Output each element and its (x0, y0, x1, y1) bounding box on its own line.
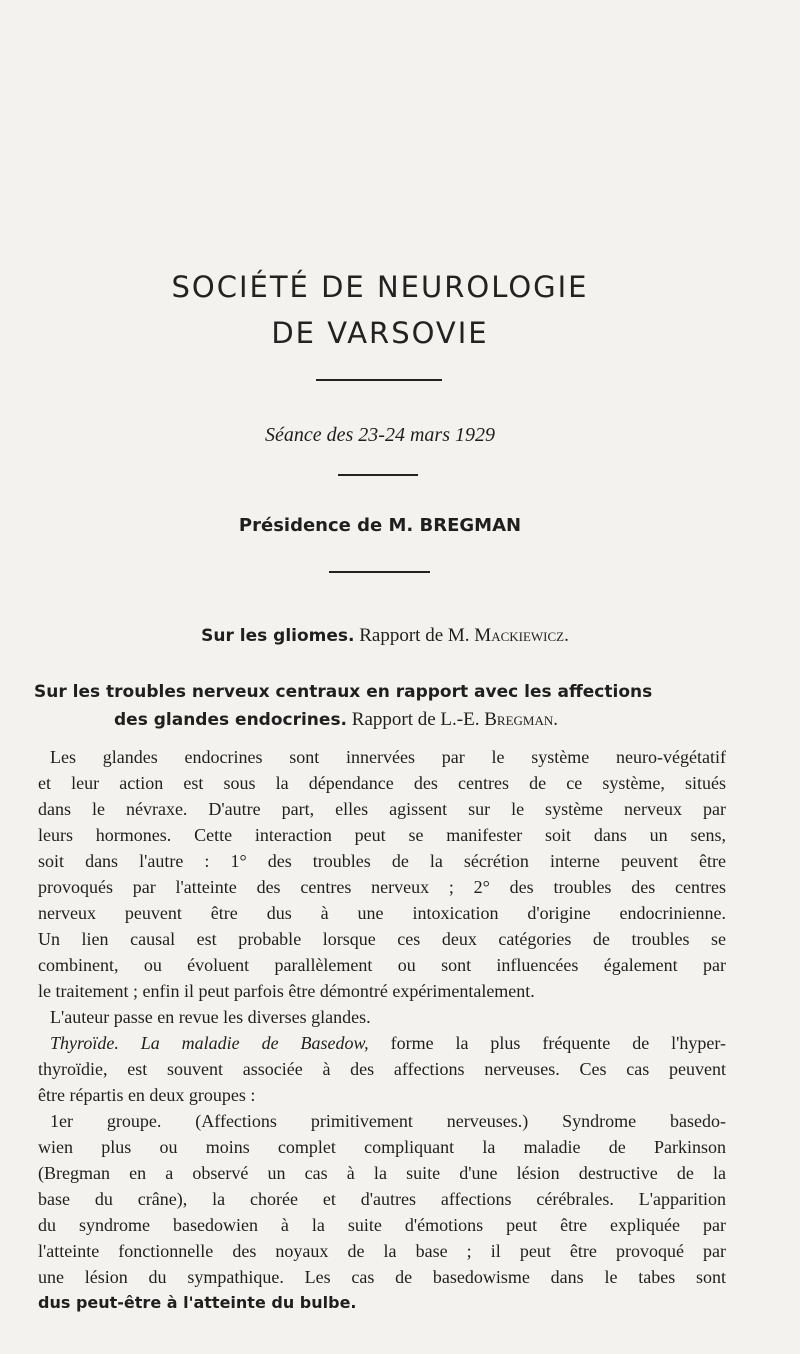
body-line-thyroide (38, 1030, 726, 1056)
thyroide-label: Thyroïde. La maladie de Basedow, (50, 1033, 369, 1053)
body-line: leurs hormones. Cette interaction peut se manifester soit dans un sens, (38, 825, 726, 845)
divider-rule (316, 379, 442, 381)
body-line: être répartis en deux groupes : (38, 1085, 256, 1105)
body-line: une lésion du sympathique. Les cas de basedowisme dans le tabes sont (38, 1267, 726, 1287)
body-line: L'auteur passe en revue les diverses glandes. (50, 1007, 371, 1027)
body-final-line: dus peut-être à l'atteinte du bulbe. (38, 1293, 357, 1312)
body-line: dans le névraxe. D'autre part, elles agissent sur le système nerveux par (38, 799, 726, 819)
body-line: base du crâne), la chorée et d'autres affections cérébrales. L'apparition (38, 1189, 726, 1209)
report-author: Bregman. (484, 709, 558, 730)
body-line: et leur action est sous la dépendance des centres de ce système, situés (38, 773, 726, 793)
body-line: nerveux peuvent être dus à une intoxication d'origine endocrinienne. (38, 903, 726, 923)
body-line: le traitement ; enfin il peut parfois être démontré expérimentalement. (38, 981, 535, 1001)
society-subtitle: DE VARSOVIE (271, 316, 489, 350)
society-title: SOCIÉTÉ DE NEUROLOGIE (171, 270, 589, 304)
body-line: (Bregman en a observé un cas à la suite d'une lésion destructive de la (38, 1163, 726, 1183)
report-heading-troubles (34, 678, 734, 734)
presidency-line (0, 515, 760, 536)
report-title-line2-wrap (34, 706, 734, 734)
report-author: Mackiewicz. (474, 625, 569, 646)
report-rapport: Rapport de M. (354, 625, 475, 646)
divider-rule (329, 571, 430, 573)
report-heading-gliomes (0, 625, 770, 647)
report-title-line1: Sur les troubles nerveux centraux en rapport avec les affections (34, 682, 653, 702)
session-date: Séance des 23-24 mars 1929 (265, 424, 495, 446)
body-line: soit dans l'autre : 1° des troubles de la sécrétion interne peuvent être (38, 851, 726, 871)
report-body (38, 744, 726, 1316)
body-line: Les glandes endocrines sont innervées par le système neuro-végétatif (50, 747, 726, 767)
report-rapport: Rapport de L.-E. (347, 709, 485, 730)
body-line: combinent, ou évoluent parallèlement ou sont influencées également par (38, 955, 726, 975)
body-line: wien plus ou moins complet compliquant la maladie de Parkinson (38, 1137, 726, 1157)
body-line: thyroïdie, est souvent associée à des affections nerveuses. Ces cas peuvent (38, 1059, 726, 1079)
body-line: du syndrome basedowien à la suite d'émotions peut être expliquée par (38, 1215, 726, 1235)
body-line: 1er groupe. (Affections primitivement nerveuses.) Syndrome basedo- (50, 1111, 726, 1131)
presidency-prefix: Présidence de M. (238, 515, 420, 536)
divider-rule (338, 474, 418, 476)
presidency-name: BREGMAN (419, 515, 522, 536)
thyroide-rest: forme la plus fréquente de l'hyper- (368, 1033, 726, 1053)
body-line: provoqués par l'atteinte des centres nerveux ; 2° des troubles des centres (38, 877, 726, 897)
body-line: Un lien causal est probable lorsque ces deux catégories de troubles se (38, 929, 726, 949)
report-title: Sur les gliomes. (201, 626, 355, 646)
report-title-line2: des glandes endocrines. (114, 710, 348, 730)
body-line: l'atteinte fonctionnelle des noyaux de la base ; il peut être provoqué par (38, 1241, 726, 1261)
